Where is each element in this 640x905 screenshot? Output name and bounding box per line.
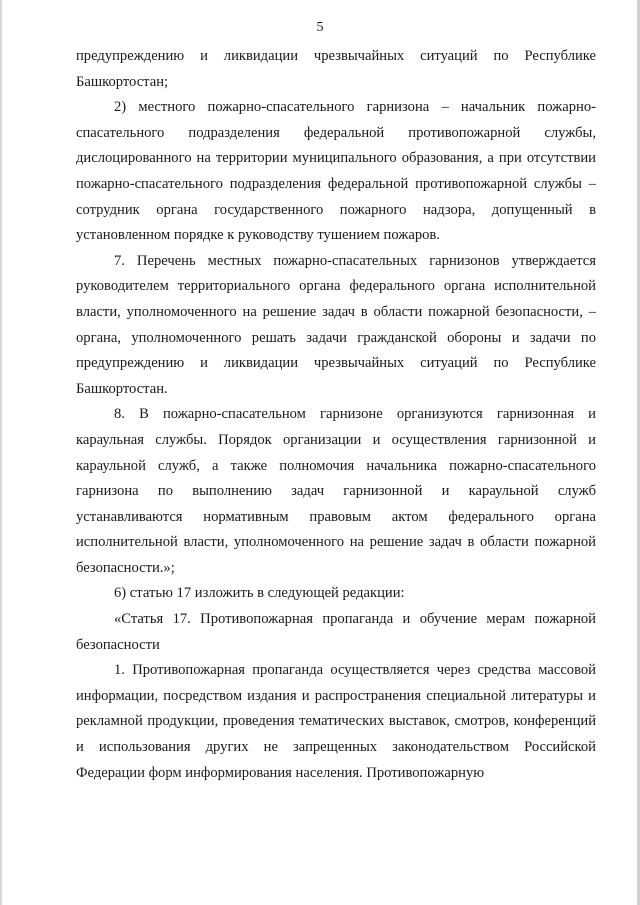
paragraph-amendment-6: 6) статью 17 изложить в следующей редакции: bbox=[114, 585, 405, 602]
paragraph-continuation: предупреждению и ликвидации чрезвычайных ситуаций по Республике Башкортостан; bbox=[76, 48, 596, 90]
paragraph-item-7: 7. Перечень местных пожарно-спасательных гарнизонов утверждается руководителем территориального органа федерального органа исполнительной власти, уполномоченного на решение задач в области пожарной безопасности, – органа, уполномоченного решать задачи гражданской обороны и задачи по предупреждению и ликвидации чрезвычайных ситуаций по Республике Башкортостан. bbox=[76, 252, 596, 397]
article-17-heading: «Статья 17. Противопожарная пропаганда и обучение мерам пожарной безопасности bbox=[76, 611, 596, 653]
page-number: 5 bbox=[316, 20, 324, 35]
paragraph-item-8: 8. В пожарно-спасательном гарнизоне организуются гарнизонная и караульная службы. Порядок организации и осуществления гарнизонной и караульной служб, а также полномочия начальника пожарно-спасательного гарнизона по выполнению задач гарнизонной и караульной служб устанавливаются нормативным правовым актом федерального органа исполнительной власти, уполномоченного на решение задач в области пожарной безопасности.»; bbox=[76, 406, 596, 576]
document-body bbox=[76, 44, 596, 786]
scan-edge-left bbox=[0, 0, 2, 905]
paragraph-article-17-item-1: 1. Противопожарная пропаганда осуществляется через средства массовой информации, посредством издания и распространения специальной литературы и рекламной продукции, проведения тематических выставок, смотров, конференций и использования других не запрещенных законодательством Российской Федерации форм информирования населения. Противопожарную bbox=[76, 662, 596, 781]
paragraph-local-garrison-head: 2) местного пожарно-спасательного гарнизона – начальник пожарно-спасательного подразделения федеральной противопожарной службы, дислоцированного на территории муниципального образования, а при отсутствии пожарно-спасательного подразделения федеральной противопожарной службы – сотрудник органа государственного пожарного надзора, допущенный в установленном порядке к руководству тушением пожаров. bbox=[76, 99, 596, 244]
